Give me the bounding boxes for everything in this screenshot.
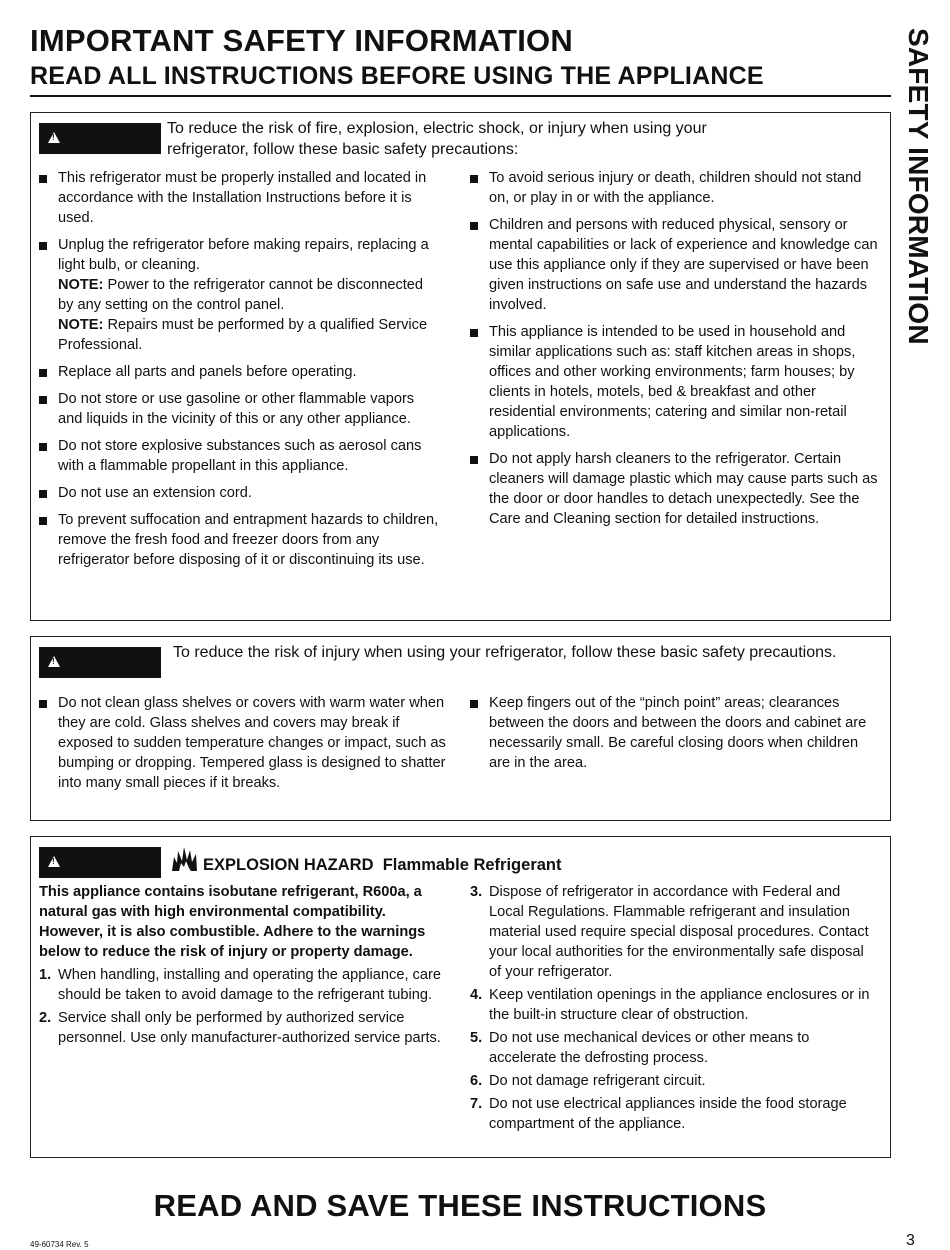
page-number: 3 [906,1232,915,1249]
item-number: 3. [470,884,483,900]
list-item: Keep fingers out of the “pinch point” areas; clearances between the doors and between the doors and cabinet are necessarily small. Be careful closing doors when children are in the area. [470,693,870,773]
note-text: Power to the refrigerator cannot be disconnected by any setting on the control panel. [58,277,424,313]
list-item: To prevent suffocation and entrapment hazards to children, remove the fresh food and freezer doors from any refrigerator before disposing of it or discontinuing its use. [39,510,439,570]
item-text: Dispose of refrigerator in accordance with Federal and Local Regulations. Flammable refrigerant and insulation material used require special disposal procedures. Contact your local authorities for the environmentally safe disposal of your refrigerator. [489,884,869,980]
list-item: Replace all parts and panels before operating. [39,362,439,382]
numbered-item [39,965,449,1005]
list-item: Do not use an extension cord. [39,483,439,503]
item-number: 1. [39,967,52,983]
caution-badge [39,647,161,678]
item-text: Do not damage refrigerant circuit. [489,1073,706,1089]
item-text: Service shall only be performed by authorized service personnel. Use only manufacturer-authorized service parts. [58,1010,441,1046]
list-item: To avoid serious injury or death, children should not stand on, or play in or with the appliance. [470,168,880,208]
item-number: 6. [470,1073,483,1089]
list-item: Children and persons with reduced physical, sensory or mental capabilities or lack of experience and knowledge can use this appliance only if they are supervised or have been given instructions on safe use and understand the hazards involved. [470,215,880,315]
list-item: This appliance is intended to be used in household and similar applications such as: staff kitchen areas in shops, offices and other working environments; farm houses; by clients in hotels, motels, bed & breakfast and other residential environments; catering and similar non-retail applications. [470,322,880,442]
numbered-item [39,1008,449,1048]
flame-icon [170,845,200,871]
unplug-text: Unplug the refrigerator before making repairs, replacing a light bulb, or cleaning. [58,237,429,273]
list-item: Do not store or use gasoline or other flammable vapors and liquids in the vicinity of this or any other appliance. [39,389,439,429]
hazard-heading [203,856,562,875]
save-instructions-footer: READ AND SAVE THESE INSTRUCTIONS [153,1188,767,1223]
document-number: 49-60734 Rev. 5 [30,1240,89,1249]
page-title: IMPORTANT SAFETY INFORMATION [30,23,573,58]
warning-badge [39,847,161,878]
caution-intro: To reduce the risk of injury when using your refrigerator, follow these basic safety precautions. [173,644,837,661]
left-column [39,693,449,800]
numbered-item [470,882,870,982]
item-number: 5. [470,1030,483,1046]
warning-box-explosion [30,836,891,1158]
warning-box-injury [30,636,891,821]
list-item: Do not apply harsh cleaners to the refrigerator. Certain cleaners will damage plastic which may cause parts such as the door or door handles to detach unexpectedly. See the Care and Cleaning section for detailed instructions. [470,449,880,529]
list-item: This refrigerator must be properly installed and located in accordance with the Installation Instructions before it is used. [39,168,439,228]
numbered-item [470,1028,870,1068]
note-text: Repairs must be performed by a qualified Service Professional. [58,317,428,353]
list-item: Do not store explosive substances such as aerosol cans with a flammable propellant in this appliance. [39,436,439,476]
item-number: 2. [39,1010,52,1026]
warning-intro: To reduce the risk of fire, explosion, electric shock, or injury when using your refrigerator, follow these basic safety precautions: [167,120,707,158]
note-label: NOTE: [58,277,104,293]
hazard-title: EXPLOSION HAZARD [203,856,374,874]
numbered-item [470,985,870,1025]
right-column [470,168,880,536]
bold-intro: This appliance contains isobutane refrigerant, R600a, a natural gas with high environmental compatibility. However, it is also combustible. Adhere to the warnings below to reduce the risk of injury or property damage. [39,884,426,960]
item-text: When handling, installing and operating the appliance, care should be taken to avoid damage to the refrigerant tubing. [58,967,441,1003]
right-column [470,882,870,1137]
left-column [39,168,439,577]
item-number: 7. [470,1096,483,1112]
side-tab-label: SAFETY INFORMATION [903,28,934,345]
list-item-unplug [39,235,439,355]
hazard-subtitle: Flammable Refrigerant [382,856,562,874]
warning-triangle-icon [48,856,60,867]
warning-triangle-icon [48,132,60,143]
warning-badge [39,123,161,154]
item-number: 4. [470,987,483,1003]
right-column [470,693,870,780]
numbered-item [470,1071,870,1091]
item-text: Do not use mechanical devices or other means to accelerate the defrosting process. [489,1030,810,1066]
item-text: Do not use electrical appliances inside the food storage compartment of the appliance. [489,1096,847,1132]
list-item: Do not clean glass shelves or covers with warm water when they are cold. Glass shelves and covers may break if exposed to sudden temperature changes or impact, such as bumping or dropping. Tempered glass is designed to shatter into many small pieces if it breaks. [39,693,449,793]
left-column [39,882,449,1051]
numbered-item [470,1094,870,1134]
warning-box-fire [30,112,891,621]
page-subtitle: READ ALL INSTRUCTIONS BEFORE USING THE APPLIANCE [30,62,764,90]
note-label: NOTE: [58,317,104,333]
title-rule [30,95,891,97]
item-text: Keep ventilation openings in the appliance enclosures or in the built-in structure clear of obstruction. [489,987,870,1023]
warning-triangle-icon [48,656,60,667]
